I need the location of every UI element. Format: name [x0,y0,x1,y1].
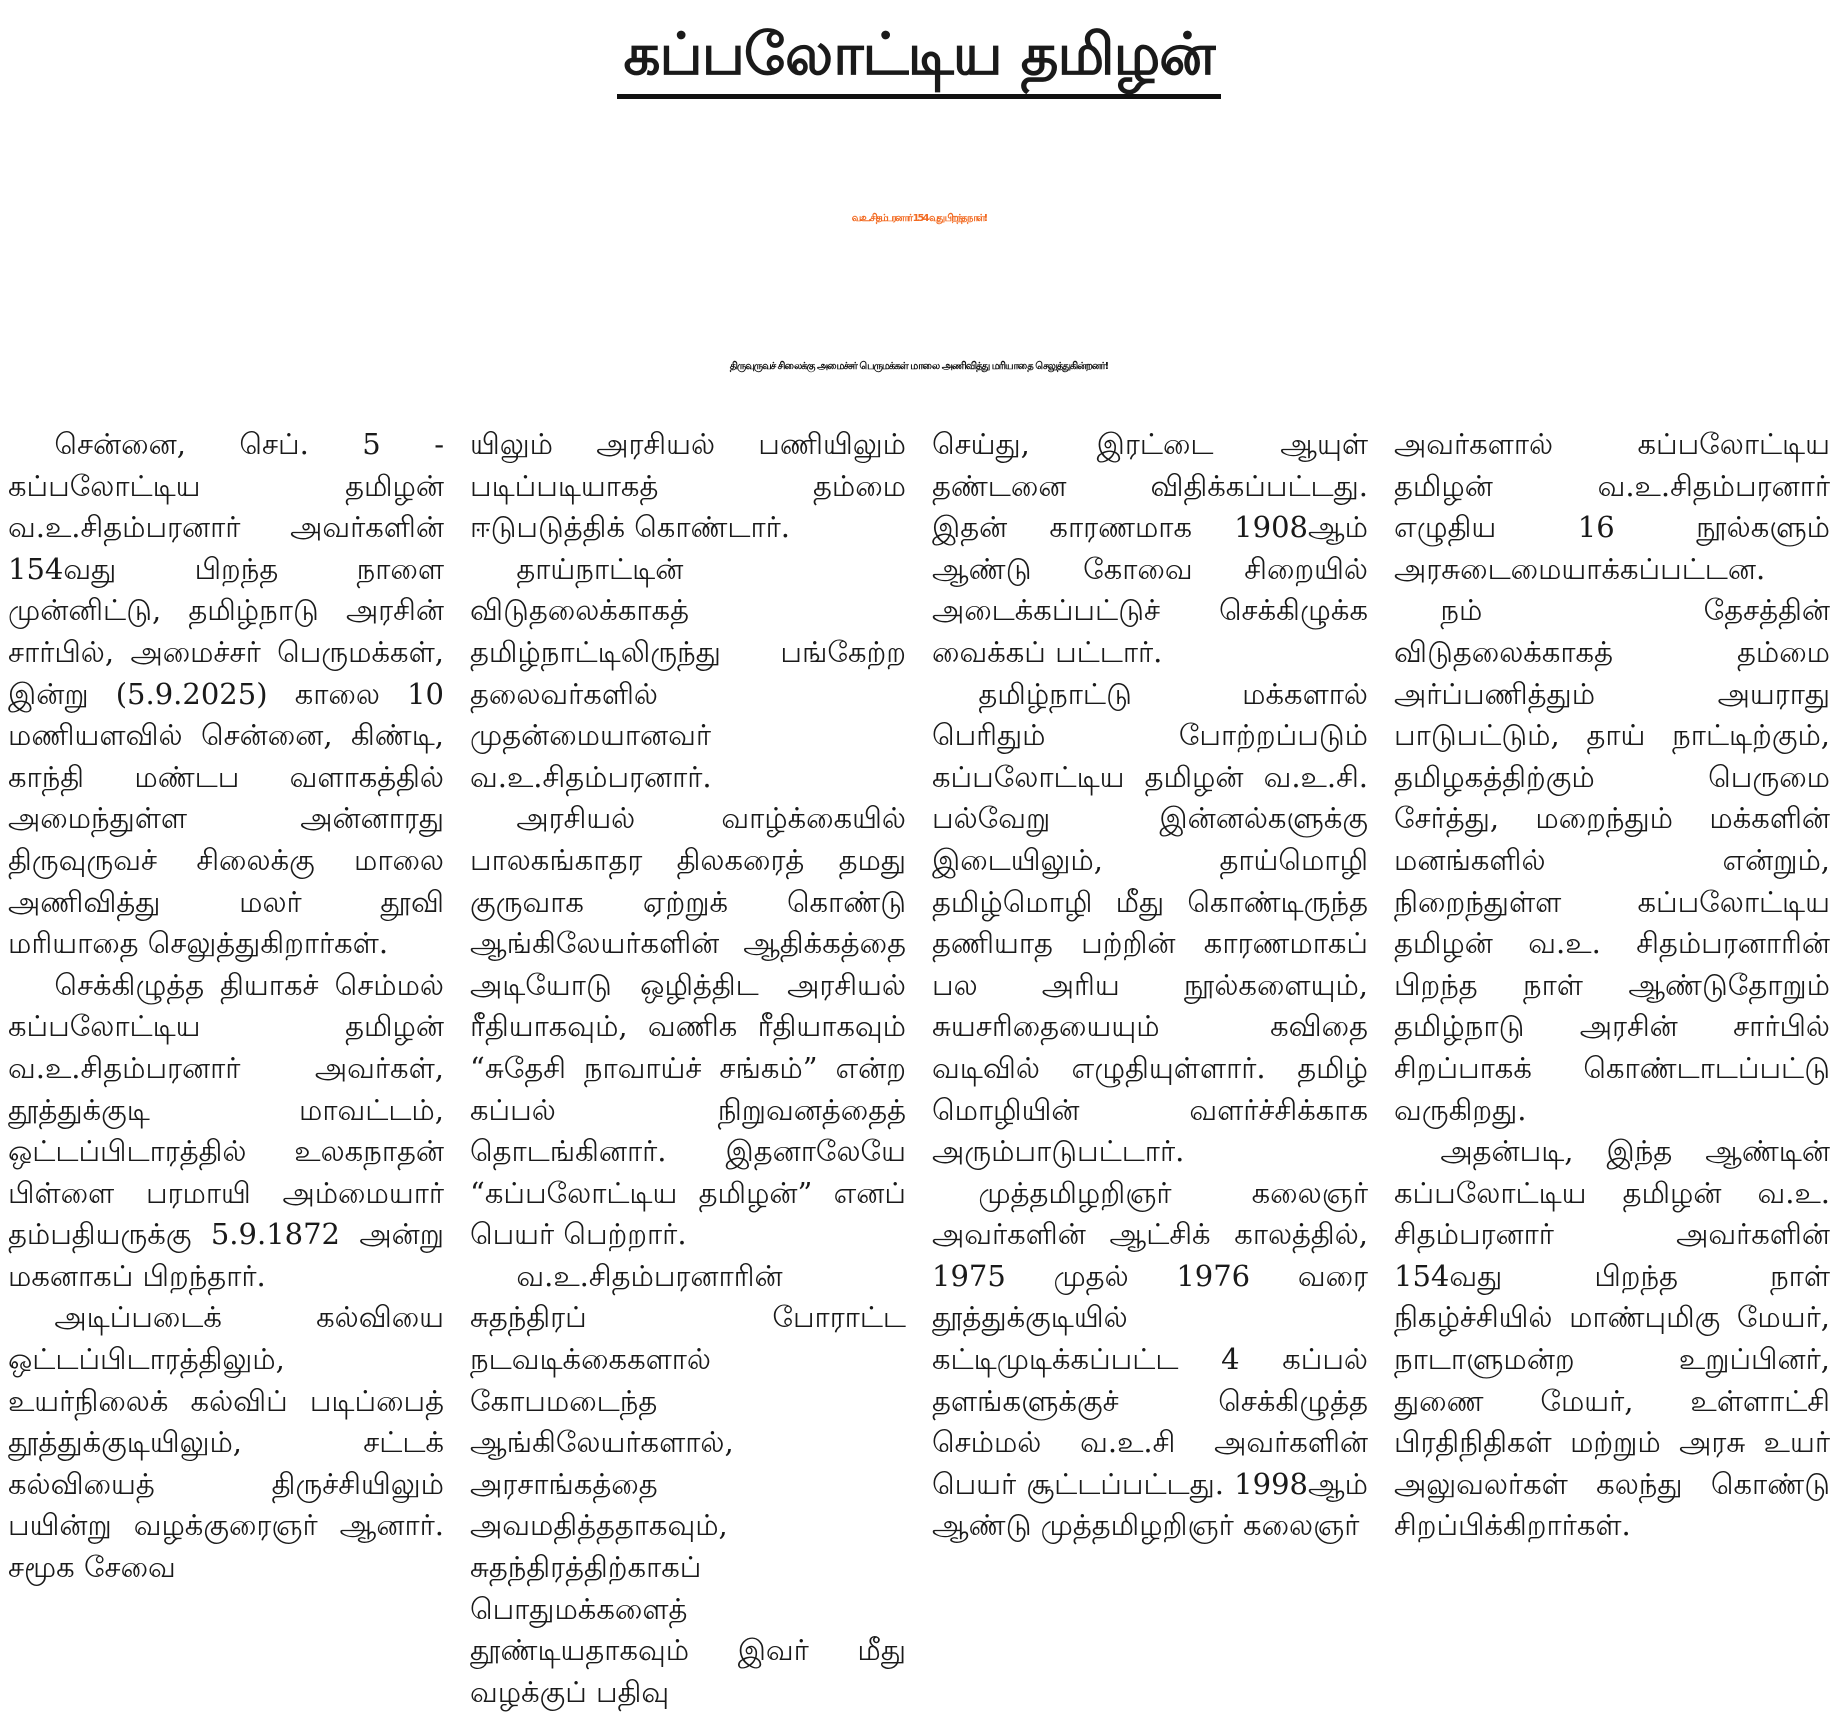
paragraph: சென்னை, செப். 5 - கப்பலோட்டிய தமிழன் வ.உ.சிதம்பரனார் அவர்களின் 154வது பிறந்த நாளை முன்னிட்டு, தமிழ்நாடு அரசின் சார்பில், அமைச்சர் பெருமக்கள், இன்று (5.9.2025) காலை 10 மணியளவில் சென்னை, கிண்டி, காந்தி மண்டப வளாகத்தில் அமைந்துள்ள அன்னாரது திருவுருவச் சிலைக்கு மாலை அணிவித்து மலர் தூவி மரியாதை செலுத்துகிறார்கள். [8,427,444,961]
paragraph: அரசியல் வாழ்க்கையில் பாலகங்காதர திலகரைத் தமது குருவாக ஏற்றுக் கொண்டு ஆங்கிலேயர்களின் ஆதிக்கத்தை அடியோடு ஒழித்திட அரசியல் ரீதியாகவும், வணிக ரீதியாகவும் “சுதேசி நாவாய்ச் சங்கம்” என்ற கப்பல் நிறுவனத்தைத் தொடங்கினார். இதனாலேயே “கப்பலோட்டிய தமிழன்” எனப் பெயர் பெற்றார். [470,801,906,1252]
paragraph: தமிழ்நாட்டு மக்களால் பெரிதும் போற்றப்படும் கப்பலோட்டிய தமிழன் வ.உ.சி. பல்வேறு இன்னல்களுக்கு இடையிலும், தாய்மொழி தமிழ்மொழி மீது கொண்டிருந்த தணியாத பற்றின் காரணமாகப் பல அரிய நூல்களையும், சுயசரிதையையும் கவிதை வடிவில் எழுதியுள்ளார். தமிழ் மொழியின் வளர்ச்சிக்காக அரும்பாடுபட்டார். [932,676,1368,1169]
paragraph: அதன்படி, இந்த ஆண்டின் கப்பலோட்டிய தமிழன் வ.உ. சிதம்பரனார் அவர்களின் 154வது பிறந்த நாள் நிகழ்ச்சியில் மாண்புமிகு மேயர், நாடாளுமன்ற உறுப்பினர், துணை மேயர், உள்ளாட்சி பிரதிநிதிகள் மற்றும் அரசு உயர் அலுவலர்கள் கலந்து கொண்டு சிறப்பிக்கிறார்கள். [1394,1134,1830,1543]
article-body [8,424,1830,1714]
kicker-banner [0,14,1838,99]
paragraph: செக்கிழுத்த தியாகச் செம்மல் கப்பலோட்டிய தமிழன் வ.உ.சிதம்பரனார் அவர்கள், தூத்துக்குடி மாவட்டம், ஒட்டப்பிடாரத்தில் உலகநாதன் பிள்ளை பரமாயி அம்மையார் தம்பதியருக்கு 5.9.1872 அன்று மகனாகப் பிறந்தார். [8,967,444,1293]
paragraph: வ.உ.சிதம்பரனாரின் சுதந்திரப் போராட்ட நடவடிக்கைகளால் கோபமடைந்த ஆங்கிலேயர்களால், அரசாங்கத்தை அவமதித்ததாகவும், சுதந்திரத்திற்காகப் பொதுமக்களைத் தூண்டியதாகவும் இவர் மீது வழக்குப் பதிவு [470,1258,906,1709]
article-column-2 [470,424,906,1714]
paragraph: செய்து, இரட்டை ஆயுள் தண்டனை விதிக்கப்பட்டது. இதன் காரணமாக 1908ஆம் ஆண்டு கோவை சிறையில் அடைக்கப்பட்டுச் செக்கிழுக்க வைக்கப் பட்டார். [932,427,1368,669]
paragraph: நம் தேசத்தின் விடுதலைக்காகத் தம்மை அர்ப்பணித்தும் அயராது பாடுபட்டும், தாய் நாட்டிற்கும், தமிழகத்திற்கும் பெருமை சேர்த்து, மறைந்தும் மக்களின் மனங்களில் என்றும், நிறைந்துள்ள கப்பலோட்டிய தமிழன் வ.உ. சிதம்பரனாரின் பிறந்த நாள் ஆண்டுதோறும் தமிழ்நாடு அரசின் சார்பில் சிறப்பாகக் கொண்டாடப்பட்டு வருகிறது. [1394,593,1830,1127]
article-column-4 [1394,424,1830,1714]
headline: வ.உ.சிதம்பரனார் 154 வது பிறந்த நாள்! [851,213,987,224]
article-column-3 [932,424,1368,1714]
paragraph: தாய்நாட்டின் விடுதலைக்காகத் தமிழ்நாட்டிலிருந்து பங்கேற்ற தலைவர்களில் முதன்மையானவர் வ.உ.சிதம்பரனார். [470,551,906,794]
kicker-title: கப்பலோட்டிய தமிழன் [617,14,1220,99]
paragraph: அடிப்படைக் கல்வியை ஒட்டப்பிடாரத்திலும், உயர்நிலைக் கல்விப் படிப்பைத் தூத்துக்குடியிலும், சட்டக் கல்வியைத் திருச்சியிலும் பயின்று வழக்குரைஞர் ஆனார். சமூக சேவை [8,1300,444,1585]
paragraph: முத்தமிழறிஞர் கலைஞர் அவர்களின் ஆட்சிக் காலத்தில், 1975 முதல் 1976 வரை தூத்துக்குடியில் கட்டிமுடிக்கப்பட்ட 4 கப்பல் தளங்களுக்குச் செக்கிழுத்த செம்மல் வ.உ.சி அவர்களின் பெயர் சூட்டப்பட்டது. 1998ஆம் ஆண்டு முத்தமிழறிஞர் கலைஞர் [932,1175,1368,1543]
subheadline: திருவுருவச் சிலைக்கு அமைச்சர் பெருமக்கள் மாலை அணிவித்து மரியாதை செலுத்துகின்றனர்! [729,361,1109,372]
article-column-1 [8,424,444,1714]
paragraph: அவர்களால் கப்பலோட்டிய தமிழன் வ.உ.சிதம்பரனார் எழுதிய 16 நூல்களும் அரசுடைமையாக்கப்பட்டன. [1394,427,1830,586]
paragraph: யிலும் அரசியல் பணியிலும் படிப்படியாகத் தம்மை ஈடுபடுத்திக் கொண்டார். [470,427,906,545]
